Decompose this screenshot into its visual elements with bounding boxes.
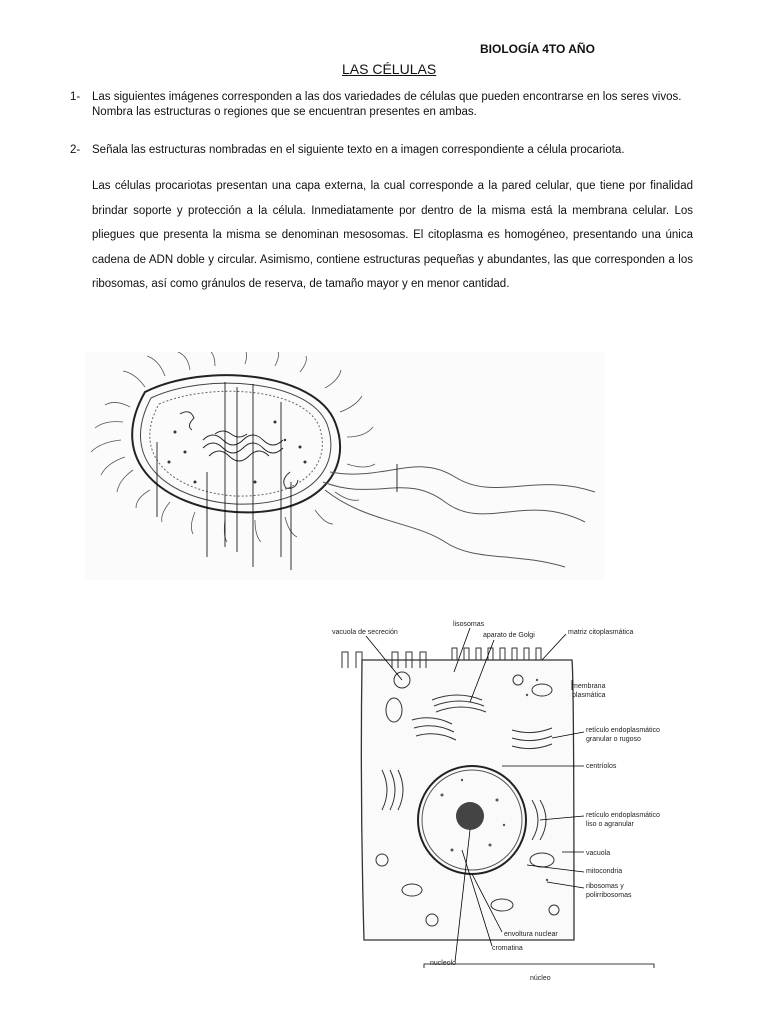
question-1-number: 1-: [70, 91, 81, 103]
question-1: [0, 90, 768, 122]
label-aparato-golgi: aparato de Golgi: [483, 632, 535, 639]
label-vacuola: vacuola: [586, 850, 611, 857]
label-rer-2: granular o rugoso: [586, 736, 641, 743]
question-1-text: Las siguientes imágenes corresponden a las dos variedades de células que pueden encontrarse en los seres vivos. Nombra las estructuras o regiones que se encuentran presentes en ambas.: [92, 91, 682, 118]
question-2: [0, 143, 768, 159]
page-title: LAS CÉLULAS: [342, 61, 437, 77]
label-lisosomas: lisosomas: [453, 621, 485, 628]
prokaryote-description: Las células procariotas presentan una capa externa, la cual corresponde a la pared celular, que tiene por finalidad brindar soporte y protección a la célula. Inmediatamente por dentro de la misma está la membrana celular. Los pliegues que presenta la misma se denominan mesosomas. El citoplasma es homogéneo, presentando una única cadena de ADN doble y circular. Asimismo, contiene estructuras pequeñas y abundantes, las que corresponden a los ribosomas, así como gránulos de reserva, de tamaño mayor y en menor cantidad.: [92, 180, 693, 291]
question-2-number: 2-: [70, 144, 81, 156]
eukaryote-diagram: [322, 620, 692, 985]
label-ribosomas-1: ribosomas y: [586, 883, 624, 890]
label-vacuola-secrecion: vacuola de secreción: [332, 629, 398, 636]
prokaryote-diagram: [85, 352, 605, 580]
question-2-text: Señala las estructuras nombradas en el siguiente texto en a imagen correspondiente a célula procariota.: [92, 144, 625, 156]
label-nucleo: núcleo: [530, 975, 551, 982]
label-ser-2: liso o agranular: [586, 821, 634, 828]
label-mitocondria: mitocondria: [586, 868, 623, 875]
label-ribosomas-2: polirribosomas: [586, 892, 632, 899]
label-ser-1: retículo endoplasmático: [586, 812, 660, 819]
label-matriz: matriz citoplasmática: [568, 629, 634, 636]
label-membrana-2: plasmática: [572, 692, 606, 699]
label-centriolos: centríolos: [586, 763, 617, 770]
label-membrana-1: membrana: [572, 683, 606, 690]
label-nucleolo: nucleolo: [430, 960, 457, 967]
subject-heading: BIOLOGÍA 4TO AÑO: [480, 42, 595, 56]
label-cromatina: cromatina: [492, 945, 523, 952]
label-rer-1: retículo endoplasmático: [586, 727, 660, 734]
label-envoltura: envoltura nuclear: [504, 931, 558, 938]
